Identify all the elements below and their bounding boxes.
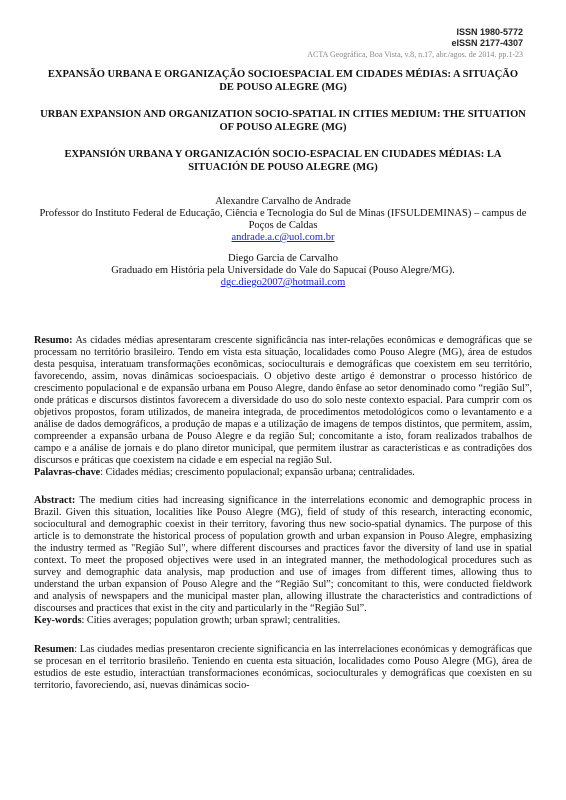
citation: ACTA Geográfica, Boa Vista, v.8, n.17, abr./agos. de 2014. pp.1-23	[307, 50, 523, 59]
journal-header	[307, 27, 523, 60]
resumo-keywords-text: : Cidades médias; crescimento populacional; expansão urbana; centralidades.	[100, 467, 415, 478]
issn: ISSN 1980-5772	[456, 27, 523, 37]
resumo-text: As cidades médias apresentaram crescente significância nas inter-relações econômicas e demográficas que se processam no território brasileiro. Tendo em vista esta situação, localidades como Pouso Alegre (MG), área de estudos desta pesquisa, interatuam transformações econômicas, socioculturais e demográficas que coexistem em seu território, favorecendo, assim, novas dinâmicas socioespaciais. O objetivo deste artigo é demonstrar o processo histórico de crescimento populacional e de expansão urbana em Pouso Alegre, dando ênfase ao setor denominado como “região Sul”, onde práticas e discursos distintos favorecem a diversidade do uso do solo neste contexto espacial. Para cumprir com os objetivos propostos, foram utilizados, de maneira integrada, de procedimentos metodológicos como o levantamento e a análise de dados demográficos, a produção de mapas e a utilização de imagens de tempos distintos, que permitem, assim, compreender a expansão urbana de Pouso Alegre e da região Sul; concomitante a isto, foram realizados trabalhos de campo e a análise de jornais e do plano diretor municipal, que permitem ilustrar as características e as contradições dos discursos e práticas que coexistem na cidade e em especial na região Sul.	[34, 335, 532, 466]
author-affiliation: Professor do Instituto Federal de Educação, Ciência e Tecnologia do Sul de Minas (IFSULDEMINAS) – campus de Poços de Caldas	[39, 208, 527, 231]
abstract-keywords-text: : Cities averages; population growth; urban sprawl; centralities.	[81, 615, 341, 626]
resumo-keywords	[34, 467, 532, 479]
abstract-keywords	[34, 615, 532, 627]
title-spanish: EXPANSIÓN URBANA Y ORGANIZACIÓN SOCIO-ESPACIAL EN CIUDADES MÉDIAS: LA SITUACIÓN DE POUSO ALEGRE (MG)	[64, 149, 502, 173]
resumen-label: Resumen	[34, 644, 75, 655]
abstract-label: Abstract:	[34, 495, 76, 506]
title-portuguese: EXPANSÃO URBANA E ORGANIZAÇÃO SOCIOESPACIAL EM CIDADES MÉDIAS: A SITUAÇÃO DE POUSO ALEGRE (MG)	[47, 69, 519, 93]
title-block	[40, 69, 526, 189]
resumen-paragraph	[34, 644, 532, 692]
resumo-keywords-label: Palavras-chave	[34, 467, 101, 478]
resumo-label: Resumo:	[34, 335, 73, 346]
abstract-paragraph	[34, 495, 532, 615]
author-affiliation: Graduado em História pela Universidade do Vale do Sapucaí (Pouso Alegre/MG).	[111, 265, 455, 276]
resumo-paragraph	[34, 335, 532, 467]
author-email-link[interactable]: dgc.diego2007@hotmail.com	[220, 277, 346, 288]
abstract-keywords-label: Key-words	[34, 615, 82, 626]
author-block	[30, 196, 536, 298]
abstract-text: The medium cities had increasing significance in the interrelations economic and demographic process in Brazil. Given this situation, localities like Pouso Alegre (MG), field of study of this research, interacting economic, sociocultural and demographic coexist in their territory, favoring thus new socio-spatial dynamics. The purpose of this article is to demonstrate the historical process of population growth and urban expansion in Pouso Alegre, emphasizing the industry termed as "Região Sul", where different discourses and practices favor the diversity of land use in spatial context. To meet the proposed objectives were used in an integrated manner, the methodological procedures such as survey and demographic data analysis, map production and use of images from different times, allowing thus to understand the urban expansion of Pouso Alegre and the “Região Sul”; concomitant to this, were conducted fieldwork and analysis of newspapers and the municipal master plan, allowing illustrate the characteristics and contradictions of discourses and practices that exist in the city and particularly in the “Região Sul”.	[34, 495, 532, 614]
resumen-text: : Las ciudades medias presentaron creciente significancia en las interrelaciones económicas y demográficas que se procesan en el territorio brasileño. Teniendo en cuenta esta situación, localidades como Pouso Alegre (MG), área de estudios de este estudio, interactúan transformaciones económicas, socioculturales y demográficas que coexisten en su territorio, favoreciendo, así, nuevas dinámicas socio-	[34, 644, 532, 691]
abstracts	[34, 335, 532, 692]
author-email-link[interactable]: andrade.a.c@uol.com.br	[231, 232, 335, 243]
eissn: eISSN 2177-4307	[451, 38, 523, 48]
author-2	[30, 253, 536, 289]
author-name: Diego Garcia de Carvalho	[228, 253, 338, 264]
author-1	[30, 196, 536, 244]
title-english: URBAN EXPANSION AND ORGANIZATION SOCIO-SPATIAL IN CITIES MEDIUM: THE SITUATION OF POUSO ALEGRE (MG)	[40, 109, 526, 133]
author-name: Alexandre Carvalho de Andrade	[215, 196, 351, 207]
